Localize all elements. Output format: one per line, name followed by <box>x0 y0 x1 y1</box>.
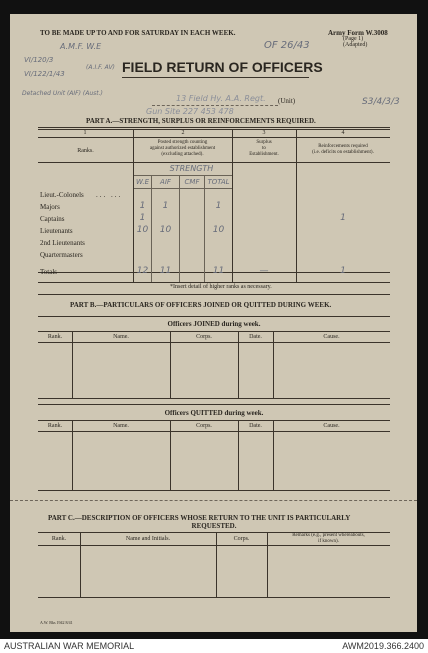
table-rule <box>134 175 232 176</box>
instruction-text: TO BE MADE UP TO AND FOR SATURDAY IN EACH WEEK. <box>40 29 236 37</box>
table-rule <box>38 420 390 421</box>
part-c-heading: PART C.—DESCRIPTION OF OFFICERS WHOSE RETURN TO THE UNIT IS PARTICULARLY <box>48 514 351 522</box>
handwritten-note: A.M.F. W.E <box>60 42 102 51</box>
reference-number: OF 26/43 <box>264 40 310 51</box>
part-c-col-header: Remarks (e.g., present whereabouts, <box>292 533 365 538</box>
page-number: (Page 1) <box>343 36 364 42</box>
cell-reinforcements: 1 <box>340 213 346 223</box>
table-rule <box>38 404 390 405</box>
form-title: FIELD RETURN OF OFFICERS <box>122 59 323 75</box>
rank-label: Captains <box>40 215 65 223</box>
table-rule <box>134 188 232 189</box>
table-column-line <box>170 331 171 398</box>
cell-we: 1 <box>139 201 146 211</box>
unit-handwriting: Gun Site 227 453 478 <box>146 107 234 116</box>
table-rule <box>38 127 390 128</box>
cell-we: 10 <box>136 225 149 235</box>
table-rule <box>38 294 390 295</box>
col-posted-header: (excluding attached). <box>161 152 204 157</box>
col-surplus-header: to <box>262 146 266 151</box>
part-b-heading: PART B.—PARTICULARS OF OFFICERS JOINED OR QUITTED DURING WEEK. <box>70 301 332 309</box>
table-column-line <box>72 331 73 398</box>
table-rule <box>38 162 390 163</box>
adapted-label: (Adapted) <box>343 42 368 48</box>
quitted-title: Officers QUITTED during week. <box>164 409 264 417</box>
joined-col-header: Date. <box>249 334 262 340</box>
sub-col-total: TOTAL <box>207 178 230 186</box>
rank-label: 2nd Lieutenants <box>40 239 85 247</box>
quitted-col-header: Rank. <box>47 423 63 429</box>
table-rule <box>38 137 390 138</box>
unit-label: (Unit) <box>278 97 296 105</box>
cell-aif: 1 <box>162 201 169 211</box>
part-c-col-header: Name and Initials. <box>125 536 171 542</box>
cell-we: 12 <box>136 266 149 276</box>
unit-handwriting: 13 Field Hy. A.A. Regt. <box>176 94 266 103</box>
joined-col-header: Cause. <box>323 334 340 340</box>
caption-source: AUSTRALIAN WAR MEMORIAL <box>4 641 135 651</box>
col-posted-header: against authorized establishment <box>149 146 216 151</box>
table-rule <box>38 490 390 491</box>
table-column-line <box>72 420 73 490</box>
col-reinforcements-header: Reinforcements required <box>318 144 368 149</box>
cell-total: 1 <box>215 201 222 211</box>
rank-label: Lieutenants <box>40 227 73 235</box>
part-c-col-header: if known). <box>318 539 339 544</box>
form-number: Army Form W.3008 <box>328 29 388 37</box>
table-rule <box>38 331 390 332</box>
quitted-col-header: Date. <box>249 423 262 429</box>
table-column-line <box>273 420 274 490</box>
printer-imprint: A.W. Bks 1942 8/41 <box>40 620 73 625</box>
col-ranks-header: Ranks. <box>77 148 94 154</box>
col-surplus-header: Establishment. <box>249 152 279 157</box>
col-number: 4 <box>341 130 345 136</box>
table-rule <box>38 342 390 343</box>
rank-label: Quartermasters <box>40 251 83 259</box>
part-c-col-header: Corps. <box>233 536 250 542</box>
quitted-col-header: Corps. <box>196 423 212 429</box>
title-underline <box>122 77 309 78</box>
cell-aif: 10 <box>159 225 172 235</box>
cell-total: 10 <box>212 225 225 235</box>
cell-surplus: — <box>259 266 269 276</box>
footnote: *Insert detail of higher ranks as necessary. <box>170 284 272 290</box>
joined-title: Officers JOINED during week. <box>167 320 261 328</box>
table-rule <box>38 398 390 399</box>
cell-we: 1 <box>139 213 146 223</box>
handwritten-note: (A.I.F. AV) <box>86 64 115 71</box>
table-column-line <box>238 331 239 398</box>
part-c-col-header: Rank. <box>51 536 67 542</box>
cell-aif: 11 <box>159 266 172 276</box>
table-rule <box>38 431 390 432</box>
table-rule <box>38 316 390 317</box>
table-rule <box>38 545 390 546</box>
archive-caption <box>0 639 428 653</box>
col-number: 2 <box>181 130 185 136</box>
cell-total: 11 <box>212 266 225 276</box>
table-column-line <box>273 331 274 398</box>
fold-line <box>10 500 417 501</box>
col-number: 1 <box>83 130 87 136</box>
handwritten-note: Detached Unit (AIF) (Aust.) <box>22 90 103 97</box>
sub-col-we: W.E <box>136 178 149 186</box>
sub-col-aif: AIF <box>160 178 171 186</box>
handwritten-note: VI/122/1/43 <box>24 70 65 78</box>
table-rule <box>38 597 390 598</box>
rank-label: Majors <box>40 203 60 211</box>
rank-label: Totals <box>40 268 58 276</box>
form-page: TO BE MADE UP TO AND FOR SATURDAY IN EACH WEEK. Army Form W.3008 (Page 1) (Adapted) OF 26/43 A.M.F. W.E VI/120/3 VI/122/1/43 (A.I.F. AV) Detached Unit (AIF) (Aust.) FIELD RETURN OF OFFICERS 13 Field Hy. A.A. Regt. Gun Site 227 453 478 (Unit) S3/4/3/3 PART A.—STRENGTH, SURPLUS OR REINFORCEMENTS REQUIRED. 1 2 3 4 Ranks. Posted strength counting against authorized establishment (excluding attached). Surplus to Establishment. Reinforcements required (i.e. deficits on establishment). STRENGTH W.E AIF CMF TOTAL Lieut.-Colonels ... ... Majors 1 1 1 Captains 1 1 Lieutenants 10 10 10 2nd Lieutenants Quartermasters Totals 12 11 11 — 1 *Insert detail of higher ranks as necessary. PART B.—PARTICULARS OF OFFICERS JOINED OR QUITTED DURING WEEK. Officers JOINED during week. Rank. Name. Corps. Date. Cause. Officers QUITTED during week. Rank. Name. Corps. Date. Cause. PART C.—DESCRIPTION OF OFFICERS WHOSE RETURN TO THE UNIT IS PARTICULARLY REQUESTED. Rank. Name and Initials. Corps. Remarks (e.g., present whereabouts, if known). A.W. Bks 1942 8/41 <box>10 14 417 632</box>
part-c-heading-cont: REQUESTED. <box>191 522 237 530</box>
col-surplus-header: Surplus <box>256 140 272 145</box>
table-rule <box>38 282 390 283</box>
joined-col-header: Corps. <box>196 334 212 340</box>
joined-col-header: Name. <box>113 334 129 340</box>
part-a-heading: PART A.—STRENGTH, SURPLUS OR REINFORCEMENTS REQUIRED. <box>86 117 316 125</box>
col-number: 3 <box>262 130 266 136</box>
unit-line <box>152 105 278 106</box>
table-column-line <box>179 176 180 282</box>
handwritten-note: VI/120/3 <box>24 56 54 64</box>
cell-reinforcements: 1 <box>340 266 346 276</box>
quitted-col-header: Name. <box>113 423 129 429</box>
table-column-line <box>170 420 171 490</box>
col-reinforcements-header: (i.e. deficits on establishment). <box>312 150 374 155</box>
rank-label: Lieut.-Colonels <box>40 191 84 199</box>
col-posted-header: Posted strength counting <box>157 140 208 145</box>
table-column-line <box>238 420 239 490</box>
strength-label: STRENGTH <box>169 164 214 173</box>
joined-col-header: Rank. <box>47 334 63 340</box>
caption-accession: AWM2019.366.2400 <box>342 641 424 651</box>
sub-col-cmf: CMF <box>184 178 200 186</box>
quitted-col-header: Cause. <box>323 423 340 429</box>
date-handwritten: S3/4/3/3 <box>362 97 400 107</box>
